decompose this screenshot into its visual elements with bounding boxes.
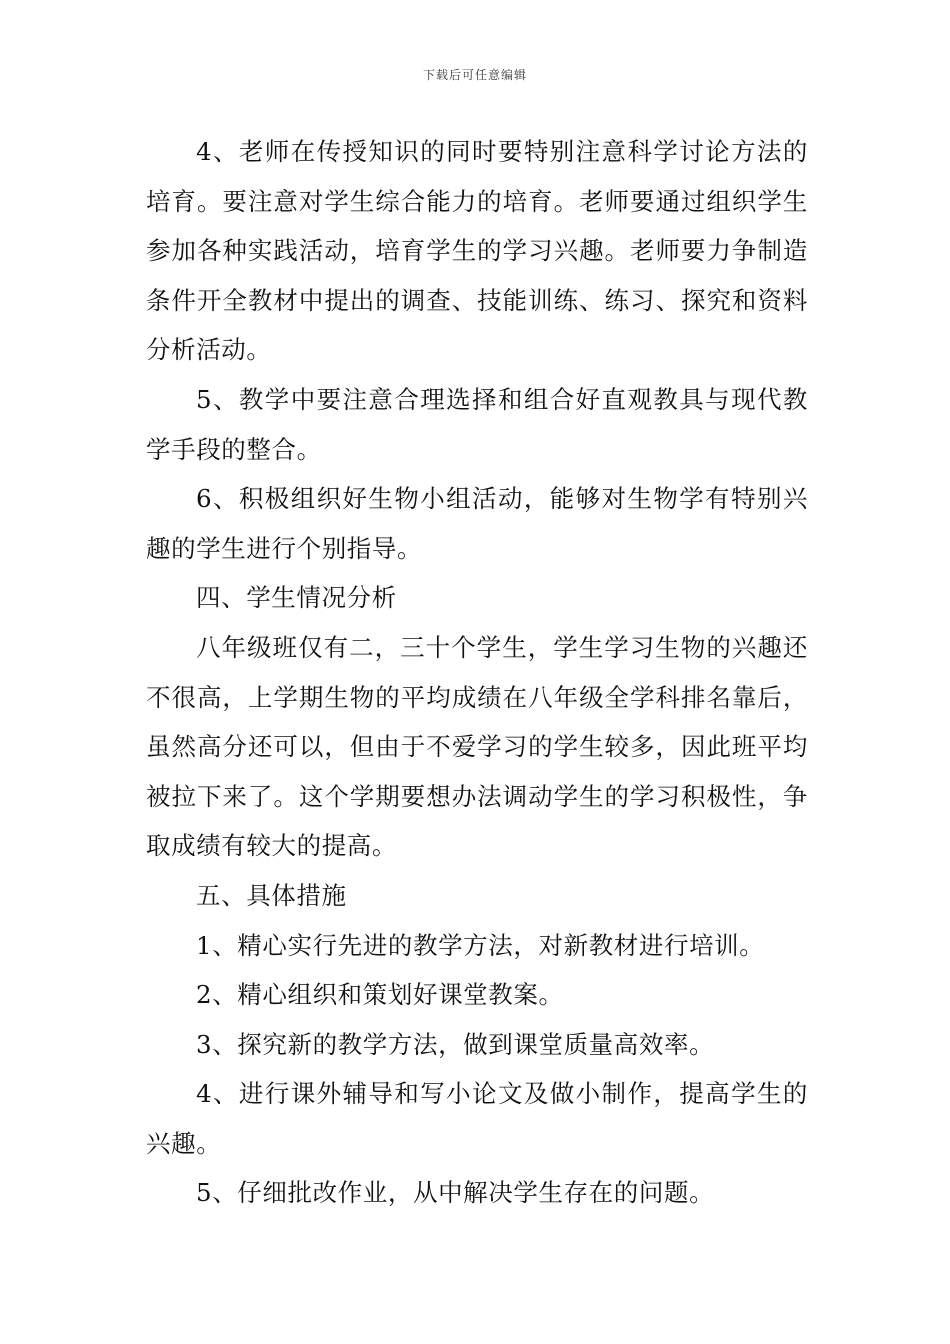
list-item-measure-5: 5、仔细批改作业，从中解决学生存在的问题。 bbox=[196, 1178, 715, 1208]
list-item-measure-4: 4、进行课外辅导和写小论文及做小制作，提高学生的兴趣。 bbox=[146, 1079, 808, 1158]
list-item-measure-1: 1、精心实行先进的教学方法，对新教材进行培训。 bbox=[196, 930, 765, 960]
page-header-note: 下载后可任意编辑 bbox=[422, 68, 527, 82]
paragraph-teaching-aids: 5、教学中要注意合理选择和组合好直观教具与现代教学手段的整合。 bbox=[146, 384, 808, 464]
section-heading-measures: 五、具体措施 bbox=[196, 880, 347, 910]
list-item-measure-2: 2、精心组织和策划好课堂教案。 bbox=[196, 980, 564, 1010]
paragraph-student-analysis: 八年级班仅有二，三十个学生，学生学习生物的兴趣还不很高，上学期生物的平均成绩在八年级全学科排名靠后，虽然高分还可以，但由于不爱学习的学生较多，因此班平均被拉下来了。这个学期要想办法调动学生的学习积极性，争取成绩有较大的提高。 bbox=[146, 632, 808, 861]
document-body bbox=[146, 127, 808, 1218]
paragraph-biology-group: 6、积极组织好生物小组活动，能够对生物学有特别兴趣的学生进行个别指导。 bbox=[146, 484, 808, 563]
paragraph-teacher-methods: 4、老师在传授知识的同时要特别注意科学讨论方法的培育。要注意对学生综合能力的培育。老师要通过组织学生参加各种实践活动，培育学生的学习兴趣。老师要力争制造条件开全教材中提出的调查、技能训练、练习、探究和资料分析活动。 bbox=[146, 137, 808, 365]
section-heading-student-analysis: 四、学生情况分析 bbox=[196, 583, 397, 613]
list-item-measure-3: 3、探究新的教学方法，做到课堂质量高效率。 bbox=[196, 1029, 715, 1059]
